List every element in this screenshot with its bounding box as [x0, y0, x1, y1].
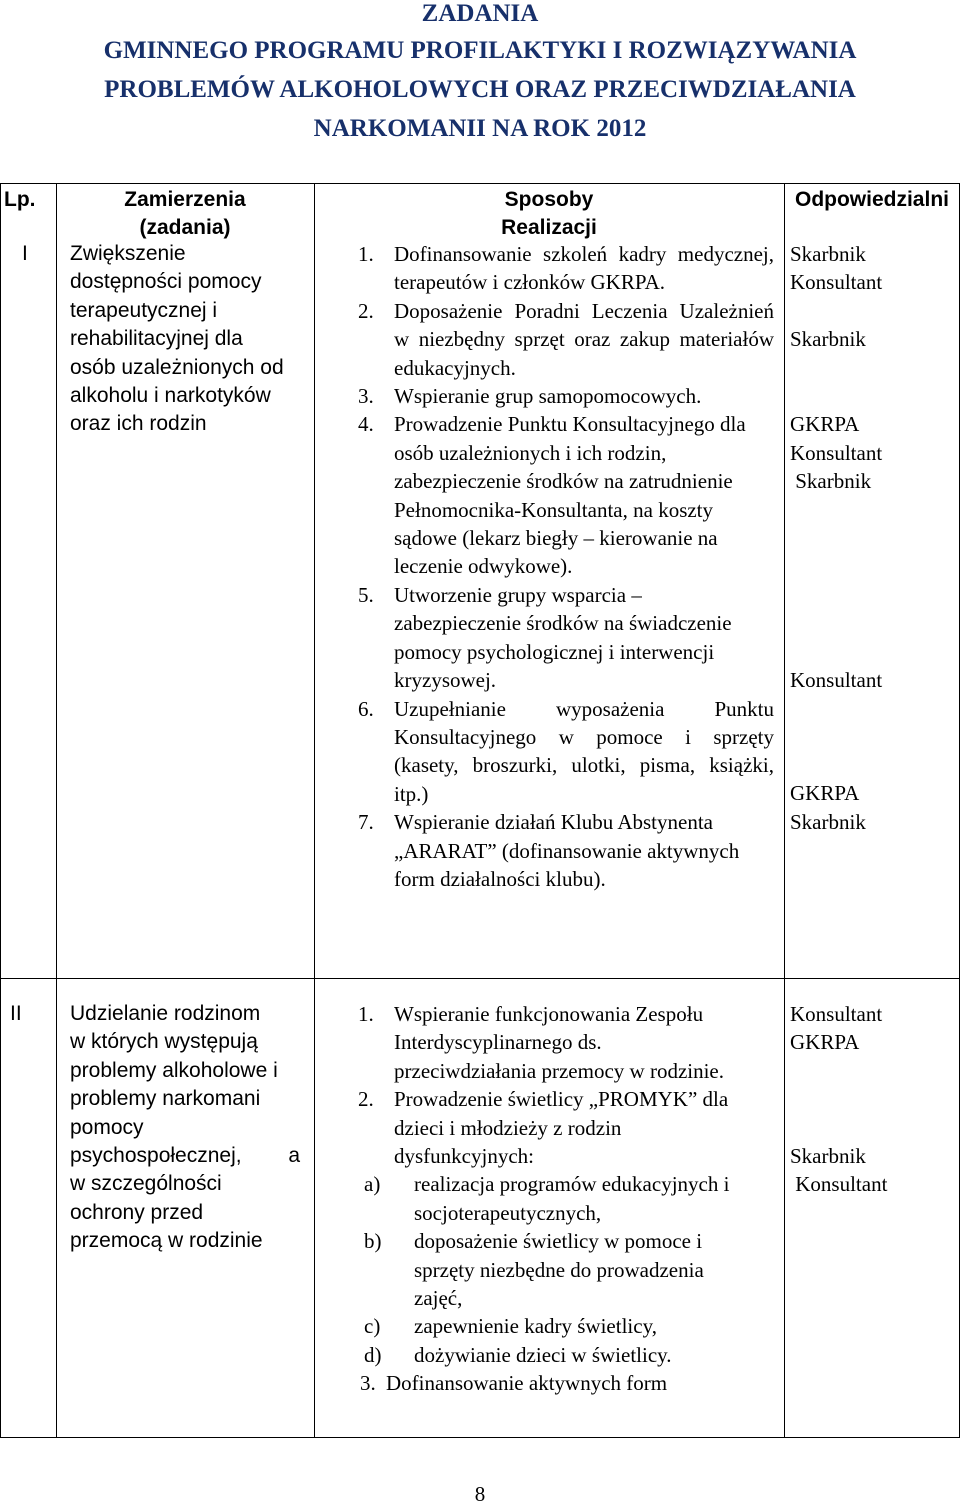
- responsible-entry: Konsultant: [790, 440, 883, 465]
- responsible-entry: [790, 552, 956, 580]
- header-lp: Lp.: [4, 188, 36, 211]
- sub-item: [358, 1312, 778, 1340]
- method-item: [358, 240, 774, 297]
- method-number: 4.: [358, 412, 374, 437]
- responsible-entry: Skarbnik: [790, 469, 872, 494]
- sub-item-letter: b): [364, 1229, 382, 1254]
- goal-line: [70, 1142, 300, 1170]
- sub-item-text: zapewnienie kadry świetlicy,: [414, 1314, 657, 1339]
- method-number: 7.: [358, 810, 374, 835]
- sub-item-text: doposażenie świetlicy w pomoce i sprzęty niezbędne do prowadzenia zajęć,: [414, 1229, 704, 1311]
- header-goals-line-2: (zadania): [139, 216, 231, 240]
- responsible-entry: [790, 751, 956, 779]
- method-item: [358, 1369, 778, 1397]
- header-methods: [318, 186, 780, 243]
- method-text: Utworzenie grupy wsparcia – zabezpieczenie środków na świadczenie pomocy psychologicznej i interwencji kryzysowej.: [394, 582, 732, 693]
- responsible-entry: [790, 496, 956, 524]
- column-divider-1: [56, 183, 57, 1438]
- sub-item-letter: d): [364, 1342, 382, 1367]
- method-number: 2.: [358, 298, 374, 323]
- method-number: 2.: [358, 1087, 374, 1112]
- method-text: Prowadzenie Punktu Konsultacyjnego dla osób uzależnionych i ich rodzin, zabezpieczenie środków na zatrudnienie Pełnomocnika-Konsultanta, na koszty sądowe (lekarz biegły – kierowanie na leczenie odwykowe).: [394, 412, 746, 579]
- header-methods-line-2: Realizacji: [501, 216, 597, 240]
- row-separator: [0, 978, 960, 979]
- responsible-entry: Konsultant: [790, 1172, 888, 1197]
- sub-item-letter: c): [364, 1314, 381, 1339]
- table-bottom-border: [0, 1437, 960, 1438]
- method-item: [358, 1085, 778, 1170]
- table-left-border: [0, 183, 1, 1438]
- sub-item-letter: a): [364, 1172, 381, 1197]
- header-goals-line-1: Zamierzenia: [124, 188, 246, 211]
- responsible-entry: [790, 524, 956, 552]
- method-item: [358, 410, 774, 580]
- responsible-entry: GKRPA: [790, 412, 860, 437]
- method-number: 6.: [358, 696, 374, 721]
- goal-line: alkoholu i narkotyków: [70, 384, 271, 408]
- responsible-entry: [790, 297, 956, 325]
- responsible-entry: [790, 609, 956, 637]
- method-item: [358, 297, 774, 382]
- responsible-entry: [790, 723, 956, 751]
- responsible-entry: [790, 354, 956, 382]
- method-text: Prowadzenie świetlicy „PROMYK” dla dzieci i młodzieży z rodzin dysfunkcyjnych:: [394, 1087, 729, 1169]
- goal-line: rehabilitacyjnej dla: [70, 327, 243, 351]
- goal-line: pomocy: [70, 1115, 144, 1139]
- sub-item: [358, 1341, 778, 1369]
- method-item: [358, 808, 774, 893]
- goal-line: ochrony przed: [70, 1200, 204, 1224]
- responsible-entry: Skarbnik: [790, 809, 866, 834]
- document-title: [0, 0, 960, 150]
- responsible-entry: [790, 581, 956, 609]
- method-item: [358, 382, 774, 410]
- method-item: [358, 581, 774, 695]
- method-number: 3.: [358, 384, 374, 409]
- goal-line: osób uzależnionych od: [70, 355, 284, 379]
- goal-line: dostępności pomocy: [70, 270, 262, 294]
- header-goals: [60, 186, 310, 243]
- method-text: Uzupełnianie wyposażenia Punktu Konsultacyjnego w pomoce i sprzęty (kasety, broszurki, ulotki, pisma, książki, itp.): [394, 696, 774, 806]
- method-text: Wspieranie funkcjonowania Zespołu Interdyscyplinarnego ds. przeciwdziałania przemocy w rodzinie.: [394, 1002, 725, 1083]
- goal-line: Udzielanie rodzinom: [70, 1002, 261, 1025]
- method-text: Wspieranie działań Klubu Abstynenta „ARARAT” (dofinansowanie aktywnych form działalności klubu).: [394, 810, 740, 891]
- table-top-border: [0, 183, 960, 184]
- responsible-entry: Skarbnik: [790, 327, 866, 352]
- responsible-entry: GKRPA: [790, 781, 860, 806]
- method-number: 1.: [358, 1002, 374, 1026]
- title-line-4: NARKOMANII NA ROK 2012: [313, 115, 647, 142]
- title-line-2: GMINNEGO PROGRAMU PROFILAKTYKI I ROZWIĄZYWANIA: [103, 37, 857, 64]
- goal-line-word: psychospołecznej,: [70, 1144, 242, 1168]
- sub-item-text: realizacja programów edukacyjnych i socjoterapeutycznych,: [414, 1172, 730, 1225]
- goal-line: problemy alkoholowe i: [70, 1058, 278, 1082]
- method-item: [358, 695, 774, 809]
- method-text: Doposażenie Poradni Leczenia Uzależnień w niezbędny sprzęt oraz zakup materiałów edukacyjnych.: [394, 298, 774, 380]
- row1-goal: [70, 240, 310, 439]
- column-divider-3: [784, 183, 785, 1438]
- goal-line: Zwiększenie: [70, 242, 186, 265]
- responsible-entry: [790, 1085, 956, 1113]
- responsible-entry: Konsultant: [790, 1002, 883, 1026]
- title-line-1: ZADANIA: [421, 0, 539, 27]
- goal-line: przemocą w rodzinie: [70, 1229, 263, 1253]
- goal-line-word: a: [288, 1144, 300, 1168]
- method-number: 5.: [358, 582, 374, 607]
- header-methods-line-1: Sposoby: [504, 188, 594, 211]
- method-number: 1.: [358, 242, 374, 266]
- row2-methods: [358, 1000, 778, 1398]
- header-responsible: Odpowiedzialni: [794, 188, 949, 211]
- row1-lp: I: [22, 242, 28, 265]
- title-line-3: PROBLEMÓW ALKOHOLOWYCH ORAZ PRZECIWDZIAŁANIA: [104, 76, 856, 103]
- goal-line: terapeutycznej i: [70, 298, 218, 322]
- responsible-entry: [790, 1114, 956, 1142]
- responsible-entry: Konsultant: [790, 667, 883, 692]
- method-item: [358, 1000, 778, 1085]
- goal-line: w szczególności: [70, 1172, 222, 1196]
- method-text: Dofinansowanie szkoleń kadry medycznej, terapeutów i członków GKRPA.: [394, 242, 774, 295]
- row2-lp: II: [10, 1002, 22, 1025]
- page-number: 8: [474, 1482, 486, 1506]
- sub-item-text: dożywianie dzieci w świetlicy.: [414, 1342, 672, 1367]
- responsible-entry: GKRPA: [790, 1030, 860, 1055]
- responsible-entry: [790, 382, 956, 410]
- goal-line: w których występują: [70, 1030, 258, 1054]
- responsible-entry: Skarbnik: [790, 242, 866, 266]
- goal-line: problemy narkomani: [70, 1087, 261, 1111]
- row2-goal: [70, 1000, 300, 1256]
- column-divider-2: [314, 183, 315, 1438]
- sub-item: [358, 1227, 778, 1312]
- responsible-entry: [790, 637, 956, 665]
- method-number: 3.: [360, 1371, 376, 1396]
- row1-methods: [358, 240, 774, 893]
- responsible-entry: Skarbnik: [790, 1143, 866, 1168]
- method-text: Dofinansowanie aktywnych form: [386, 1371, 668, 1396]
- goal-line: oraz ich rodzin: [70, 412, 207, 436]
- sub-item: [358, 1170, 778, 1227]
- method-text: Wspieranie grup samopomocowych.: [394, 384, 702, 409]
- responsible-entry: [790, 694, 956, 722]
- row1-responsible: [790, 240, 956, 836]
- responsible-entry: [790, 1057, 956, 1085]
- row2-responsible: [790, 1000, 956, 1199]
- responsible-entry: Konsultant: [790, 270, 883, 295]
